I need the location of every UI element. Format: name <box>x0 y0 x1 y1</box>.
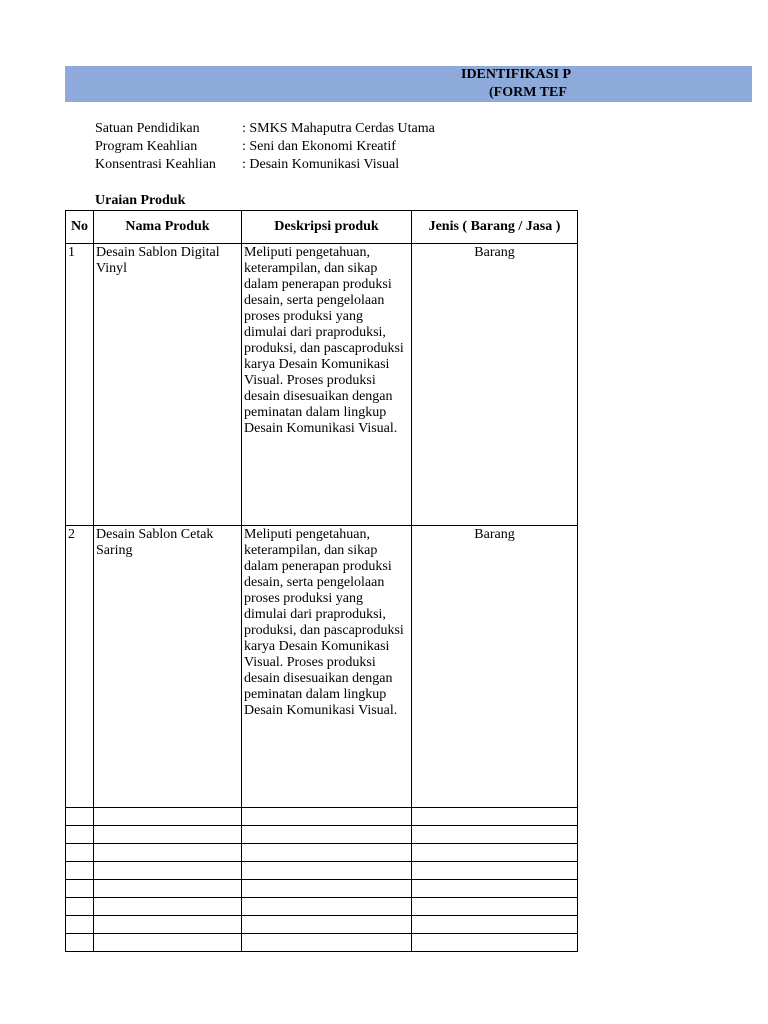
empty-cell <box>94 808 242 826</box>
empty-cell <box>242 844 412 862</box>
section-title: Uraian Produk <box>95 193 186 208</box>
cell-type: Barang <box>412 526 578 808</box>
info-label: Satuan Pendidikan <box>95 121 200 136</box>
cell-type: Barang <box>412 244 578 526</box>
empty-cell <box>242 934 412 952</box>
empty-cell <box>412 898 578 916</box>
empty-cell <box>412 808 578 826</box>
info-value: : Seni dan Ekonomi Kreatif <box>242 139 396 154</box>
empty-cell <box>94 880 242 898</box>
header-deskripsi: Deskripsi produk <box>242 211 412 244</box>
empty-cell <box>66 826 94 844</box>
info-label: Program Keahlian <box>95 139 198 154</box>
cell-name: Desain Sablon Cetak Saring <box>94 526 242 808</box>
empty-cell <box>94 826 242 844</box>
empty-table-row <box>66 916 578 934</box>
cell-description: Meliputi pengetahuan, keterampilan, dan sikap dalam penerapan produksi desain, serta pengelolaan proses produksi yang dimulai dari praproduksi, produksi, dan pascaproduksi karya Desain Komunikasi Visual. Proses produksi desain disesuaikan dengan peminatan dalam lingkup Desain Komunikasi Visual. <box>242 244 412 526</box>
header-nama-produk: Nama Produk <box>94 211 242 244</box>
empty-cell <box>242 880 412 898</box>
empty-cell <box>242 826 412 844</box>
title-line-2: (FORM TEF <box>489 85 567 100</box>
table-row <box>66 244 578 526</box>
title-line-1: IDENTIFIKASI P <box>461 67 572 82</box>
empty-cell <box>412 844 578 862</box>
table-row <box>66 526 578 808</box>
empty-cell <box>94 916 242 934</box>
empty-cell <box>242 862 412 880</box>
empty-cell <box>94 844 242 862</box>
header-jenis: Jenis ( Barang / Jasa ) <box>412 211 578 244</box>
empty-cell <box>66 808 94 826</box>
empty-cell <box>412 934 578 952</box>
empty-cell <box>66 934 94 952</box>
empty-cell <box>242 808 412 826</box>
empty-cell <box>66 916 94 934</box>
empty-cell <box>94 898 242 916</box>
empty-cell <box>66 844 94 862</box>
empty-cell <box>412 880 578 898</box>
table-header-row <box>66 211 578 244</box>
empty-table-row <box>66 880 578 898</box>
empty-cell <box>94 862 242 880</box>
empty-table-row <box>66 934 578 952</box>
empty-cell <box>66 898 94 916</box>
empty-cell <box>242 898 412 916</box>
empty-table-row <box>66 844 578 862</box>
empty-cell <box>412 826 578 844</box>
info-value: : SMKS Mahaputra Cerdas Utama <box>242 121 435 136</box>
empty-table-row <box>66 808 578 826</box>
cell-name: Desain Sablon Digital Vinyl <box>94 244 242 526</box>
empty-table-row <box>66 898 578 916</box>
info-label: Konsentrasi Keahlian <box>95 157 216 172</box>
empty-table-row <box>66 862 578 880</box>
empty-cell <box>94 934 242 952</box>
product-table <box>65 210 578 952</box>
empty-cell <box>412 916 578 934</box>
empty-cell <box>66 862 94 880</box>
cell-description: Meliputi pengetahuan, keterampilan, dan sikap dalam penerapan produksi desain, serta pengelolaan proses produksi yang dimulai dari praproduksi, produksi, dan pascaproduksi karya Desain Komunikasi Visual. Proses produksi desain disesuaikan dengan peminatan dalam lingkup Desain Komunikasi Visual. <box>242 526 412 808</box>
cell-no: 2 <box>66 526 94 808</box>
cell-no: 1 <box>66 244 94 526</box>
header-no: No <box>66 211 94 244</box>
empty-cell <box>66 880 94 898</box>
info-value: : Desain Komunikasi Visual <box>242 157 400 172</box>
empty-cell <box>412 862 578 880</box>
empty-table-row <box>66 826 578 844</box>
empty-cell <box>242 916 412 934</box>
form-title <box>65 66 577 102</box>
